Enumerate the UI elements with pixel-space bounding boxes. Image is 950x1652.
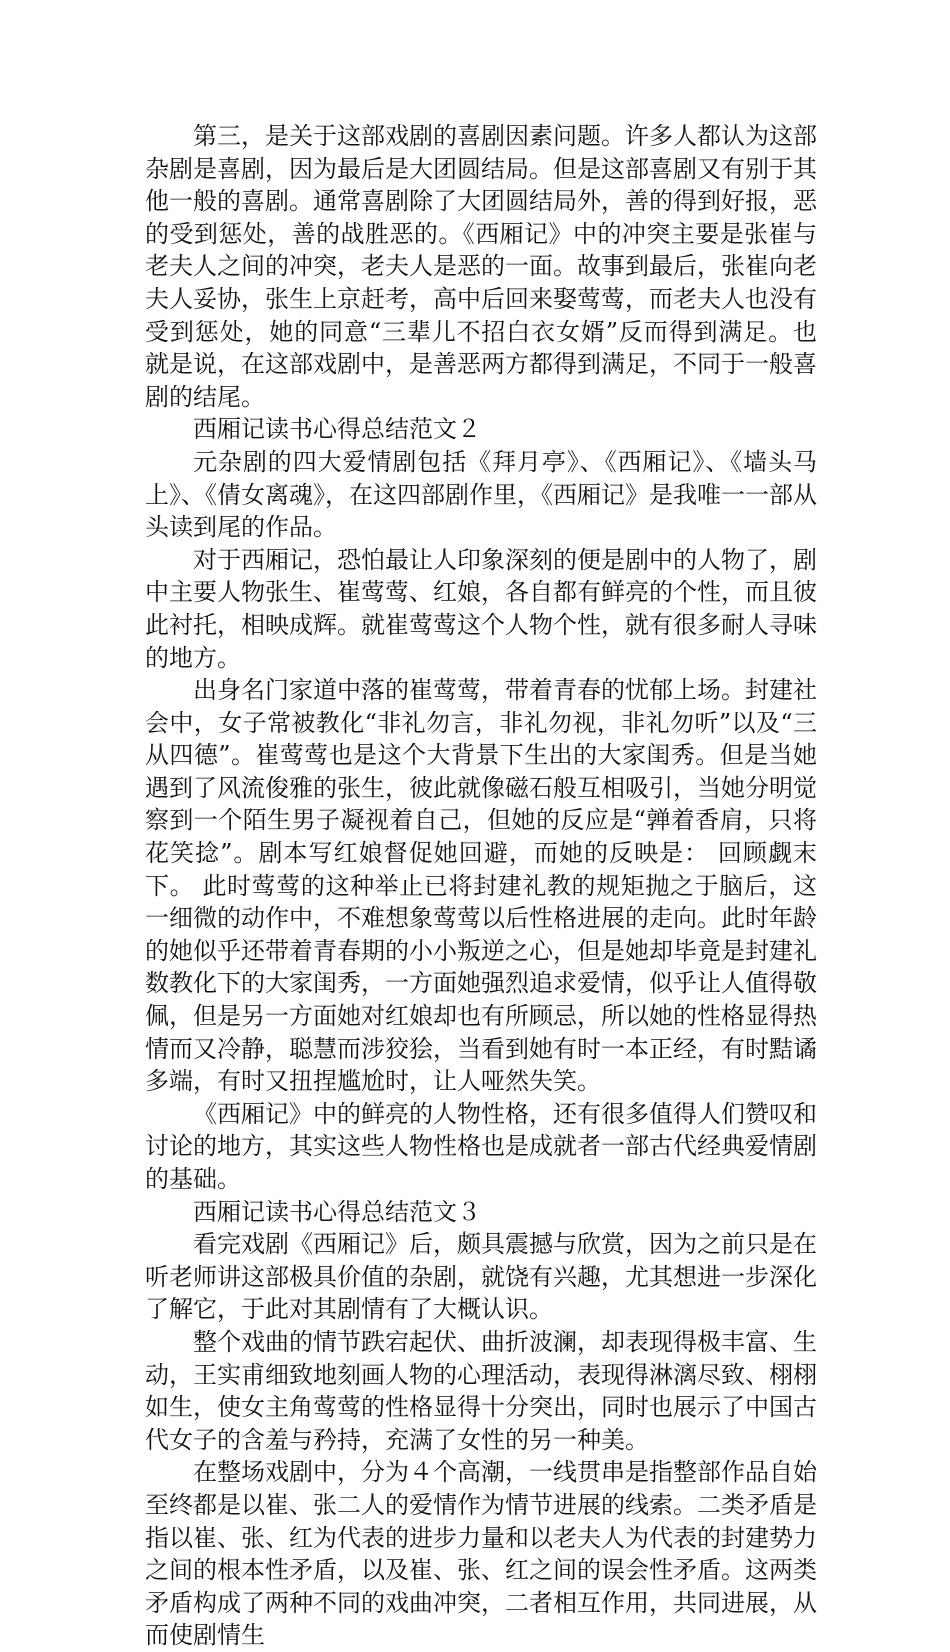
section-heading-2: 西厢记读书心得总结范文２ <box>193 415 481 444</box>
paragraph-characters: 对于西厢记，恐怕最让人印象深刻的便是剧中的人物了，剧中主要人物张生、崔莺莺、红娘，各自都有鲜亮的个性，而且彼此衬托，相映成辉。就崔莺莺这个人物个性，就有很多耐人寻味的地方。 <box>145 545 817 672</box>
paragraph-after-watching: 看完戏剧《西厢记》后，颇具震撼与欣赏，因为之前只是在听老师讲这部极具价值的杂剧，就饶有兴趣，尤其想进一步深化了解它，于此对其剧情有了大概认识。 <box>145 1230 817 1324</box>
paragraph-four-love-dramas: 元杂剧的四大爱情剧包括《拜月亭》、《西厢记》、《墙头马上》、《倩女离魂》，在这四部剧作里，《西厢记》是我唯一一部从头读到尾的作品。 <box>145 447 817 542</box>
paragraph-cui-yingying: 出身名门家道中落的崔莺莺，带着青春的忧郁上场。封建社会中，女子常被教化“非礼勿言，非礼勿视，非礼勿听”以及“三从四德”。崔莺莺也是这个大背景下生出的大家闺秀。但是当她遇到了风流俊雅的张生，彼此就像磁石般互相吸引，当她分明觉察到一个陌生男子凝视着自己，但她的反应是“亸着香肩，只将花笑捻”。剧本写红娘督促她回避，而她的反映是： 回顾觑末下。 此时莺莺的这种举止已将封建礼教的规矩抛之于脑后，这一细微的动作中，不难想象莺莺以后性格进展的走向。此时年龄的她似乎还带着青春期的小小叛逆之心，但是她却毕竟是封建礼数教化下的大家闺秀，一方面她强烈追求爱情，似乎让人值得敬佩，但是另一方面她对红娘却也有所顾忌，所以她的性格显得热情而又冷静，聪慧而涉狡狯，当看到她有时一本正经，有时黠谲多端，有时又扭捏尴尬时，让人哑然失笑。 <box>145 676 817 1096</box>
document-body <box>145 120 817 1652</box>
paragraph-plot: 整个戏曲的情节跌宕起伏、曲折波澜，却表现得极丰富、生动，王实甫细致地刻画人物的心理活动，表现得淋漓尽致、栩栩如生，使女主角莺莺的性格显得十分突出，同时也展示了中国古代女子的含羞与矜持，充满了女性的另一种美。 <box>145 1327 817 1454</box>
paragraph-character-summary: 《西厢记》中的鲜亮的人物性格，还有很多值得人们赞叹和讨论的地方，其实这些人物性格也是成就者一部古代经典爱情剧的基础。 <box>145 1099 817 1193</box>
paragraph-comedy-elements: 第三，是关于这部戏剧的喜剧因素问题。许多人都认为这部杂剧是喜剧，因为最后是大团圆结局。但是这部喜剧又有别于其他一般的喜剧。通常喜剧除了大团圆结局外，善的得到好报，恶的受到惩处，善的战胜恶的。《西厢记》中的冲突主要是张崔与老夫人之间的冲突，老夫人是恶的一面。故事到最后，张崔向老夫人妥协，张生上京赶考，高中后回来娶莺莺，而老夫人也没有受到惩处，她的同意“三辈儿不招白衣女婿”反而得到满足。也就是说，在这部戏剧中，是善恶两方都得到满足，不同于一般喜剧的结尾。 <box>145 122 817 411</box>
section-heading-3: 西厢记读书心得总结范文３ <box>193 1197 481 1226</box>
paragraph-climaxes: 在整场戏剧中，分为４个高潮，一线贯串是指整部作品自始至终都是以崔、张二人的爱情作为情节进展的线索。二类矛盾是指以崔、张、红为代表的进步力量和以老夫人为代表的封建势力之间的根本性矛盾，以及崔、张、红之间的误会性矛盾。这两类矛盾构成了两种不同的戏曲冲突，二者相互作用，共同进展，从而使剧情生 <box>145 1458 817 1650</box>
